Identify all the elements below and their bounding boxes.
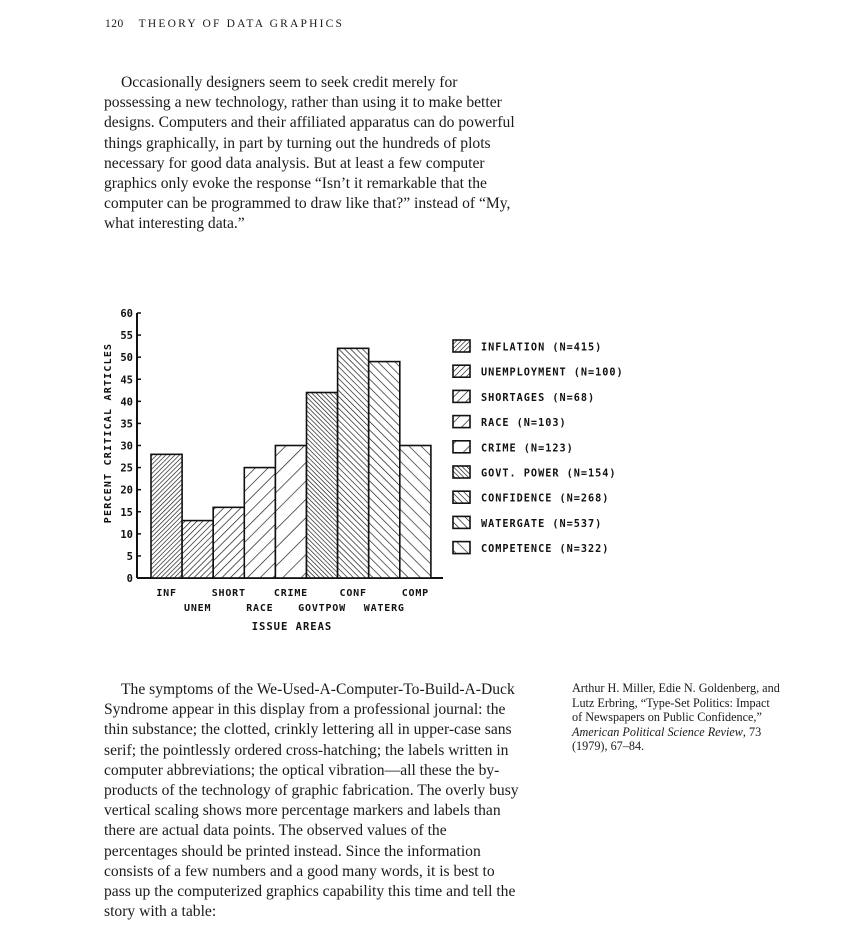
citation-details: , 73 (1979), 67–84. bbox=[572, 724, 762, 754]
legend-label: UNEMPLOYMENT (N=100) bbox=[481, 367, 624, 379]
legend-label: RACE (N=103) bbox=[481, 418, 567, 430]
legend-swatch bbox=[453, 516, 470, 528]
legend-swatch bbox=[453, 491, 470, 503]
bar-race bbox=[244, 468, 275, 578]
x-tick-label: UNEM bbox=[184, 603, 212, 614]
bar-govtpow bbox=[307, 393, 338, 579]
x-tick-label: GOVTPOW bbox=[298, 603, 346, 614]
x-tick-label: CRIME bbox=[273, 588, 309, 599]
legend-label: GOVT. POWER (N=154) bbox=[481, 468, 617, 480]
citation-journal: American Political Science Review bbox=[572, 724, 743, 739]
bar-short bbox=[213, 507, 244, 578]
citation-authors: Arthur H. Miller, Edie N. Goldenberg, and Lutz Erbring, “Type-Set Politics: Impact of Newspapers on Public Confidence,” bbox=[572, 681, 780, 725]
x-tick-label: CONF bbox=[339, 588, 367, 599]
bar-waterg bbox=[369, 362, 400, 578]
x-axis-label: ISSUE AREAS bbox=[251, 621, 333, 633]
y-tick-label: 55 bbox=[120, 330, 133, 343]
legend-label: CRIME (N=123) bbox=[481, 443, 574, 455]
bar-chart bbox=[0, 290, 863, 650]
body-paragraph-2 bbox=[104, 680, 524, 922]
y-tick-label: 50 bbox=[120, 352, 133, 365]
legend-label: WATERGATE (N=537) bbox=[481, 518, 603, 530]
bar-inf bbox=[151, 454, 182, 578]
y-tick-label: 20 bbox=[120, 484, 133, 497]
bar-comp bbox=[400, 446, 431, 579]
y-tick-label: 40 bbox=[120, 396, 133, 409]
legend-label: CONFIDENCE (N=268) bbox=[481, 493, 610, 505]
x-tick-label: COMP bbox=[401, 588, 429, 599]
y-tick-label: 35 bbox=[120, 418, 133, 431]
legend-swatch bbox=[453, 365, 470, 377]
legend-swatch bbox=[453, 441, 470, 453]
bar-unem bbox=[182, 521, 213, 578]
bar-conf bbox=[338, 348, 369, 578]
legend-swatch bbox=[453, 466, 470, 478]
chart-legend bbox=[453, 340, 624, 555]
legend-label: INFLATION (N=415) bbox=[481, 342, 603, 354]
x-tick-label: INF bbox=[156, 588, 177, 599]
sidenote-citation bbox=[572, 681, 782, 754]
running-title: THEORY OF DATA GRAPHICS bbox=[138, 18, 345, 30]
running-header bbox=[105, 18, 344, 30]
y-tick-label: 60 bbox=[120, 308, 133, 320]
legend-label: SHORTAGES (N=68) bbox=[481, 392, 596, 404]
y-tick-label: 45 bbox=[120, 374, 133, 387]
y-axis-label: PERCENT CRITICAL ARTICLES bbox=[103, 342, 114, 524]
y-tick-label: 0 bbox=[126, 573, 133, 585]
y-tick-label: 5 bbox=[126, 550, 133, 563]
legend-label: COMPETENCE (N=322) bbox=[481, 544, 610, 556]
y-tick-label: 30 bbox=[120, 440, 133, 453]
paragraph-text: Occasionally designers seem to seek credit merely for possessing a new technology, rather than using it to make better designs. Computers and their affiliated apparatus can do powerful things graphically, in part by turning out the hundreds of plots necessary for good data analysis. But at least a few computer graphics only evoke the response “Isn’t it remarkable that the computer can be programmed to draw like that?” instead of “My, what interesting data.” bbox=[104, 74, 515, 233]
x-tick-label: SHORT bbox=[211, 588, 246, 599]
chart-bars bbox=[151, 348, 431, 578]
x-tick-label: RACE bbox=[246, 603, 274, 614]
y-tick-label: 10 bbox=[120, 528, 133, 541]
legend-swatch bbox=[453, 416, 470, 428]
x-tick-labels bbox=[156, 588, 429, 614]
legend-swatch bbox=[453, 390, 470, 402]
legend-swatch bbox=[453, 542, 470, 554]
legend-swatch bbox=[453, 340, 470, 352]
y-tick-label: 15 bbox=[120, 506, 133, 519]
paragraph-text: The symptoms of the We-Used-A-Computer-To-Build-A-Duck Syndrome appear in this display from a professional journal: the thin substance; the clotted, crinkly lettering all in upper-case sans serif; the pointlessly ordered cross-hatching; the labels written in computer abbreviations; the optical vibration—all these the by-products of the technology of graphic fabrication. The overly busy vertical scaling shows more percentage markers and labels than there are actual data points. The observed values of the percentages should be printed instead. Since the information consists of a few numbers and a good many words, it is best to pass up the computerized graphics capability this time and tell the story with a table: bbox=[104, 681, 519, 921]
body-paragraph-1 bbox=[104, 73, 524, 235]
page-number: 120 bbox=[105, 18, 124, 30]
y-tick-label: 25 bbox=[120, 462, 133, 475]
x-tick-label: WATERG bbox=[363, 603, 405, 614]
bar-crime bbox=[275, 446, 306, 579]
